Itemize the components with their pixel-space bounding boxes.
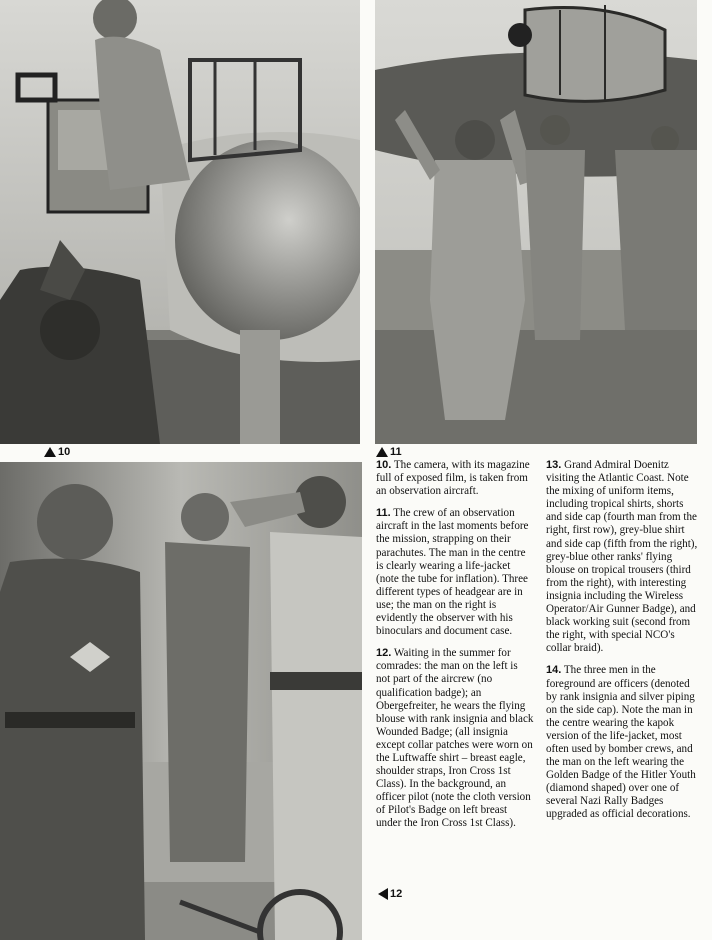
- photo-10-image: [0, 0, 360, 444]
- photo-11: [375, 0, 697, 444]
- caption-14: 14. The three men in the foreground are officers (denoted by rank insignia and silver piping on the side cap). Note the man in the centre wearing the kapok version of the life-jacket, most often used by bomber crews, and the man on the left wearing the Golden Badge of the Hitler Youth (diamond shaped) over one of several Nazi Rally Badges upgraded as official decorations.: [546, 664, 696, 821]
- triangle-left-icon: [378, 888, 388, 900]
- photo-12: [0, 462, 362, 940]
- caption-13: 13. Grand Admiral Doenitz visiting the Atlantic Coast. Note the mixing of uniform items, including tropical shirts, shorts and side cap (fourth man from the right, first row), grey-blue shirt and side cap (fifth from the right), grey-blue other ranks' flying blouse on tropical trousers (third from the right), with interesting insignia including the Wireless Operator/Air Gunner Badge), and black working suit (second from the right, with special NCO's collar braid).: [546, 459, 698, 655]
- photo-label-12: 12: [378, 888, 402, 900]
- photo-11-image: [375, 0, 697, 444]
- caption-column-1: [376, 459, 534, 840]
- caption-column-2: [546, 459, 702, 831]
- photo-label-11: 11: [376, 446, 402, 458]
- caption-12: 12. Waiting in the summer for comrades: the man on the left is not part of the aircrew (no qualification badge); an Obergefreiter, he wears the flying blouse with rank insignia and black Wounded Badge; (all insignia except collar patches were worn on the Luftwaffe shirt – breast eagle, shoulder straps, Iron Cross 1st Class). In the background, an officer pilot (note the cloth version of Pilot's Badge on left breast under the Iron Cross 1st Class).: [376, 647, 534, 830]
- photo-10: [0, 0, 360, 444]
- triangle-up-icon: [44, 447, 56, 457]
- photo-label-10: 10: [44, 446, 70, 458]
- caption-10: 10. The camera, with its magazine full of exposed film, is taken from an observation aircraft.: [376, 459, 530, 498]
- caption-11: 11. The crew of an observation aircraft in the last moments before the mission, strapping on their parachutes. The man in the centre is clearly wearing a life-jacket (note the tube for inflation). Three different types of headgear are in use; the man on the right is evidently the observer with his binoculars and document case.: [376, 507, 529, 638]
- photo-12-image: [0, 462, 362, 940]
- triangle-up-icon: [376, 447, 388, 457]
